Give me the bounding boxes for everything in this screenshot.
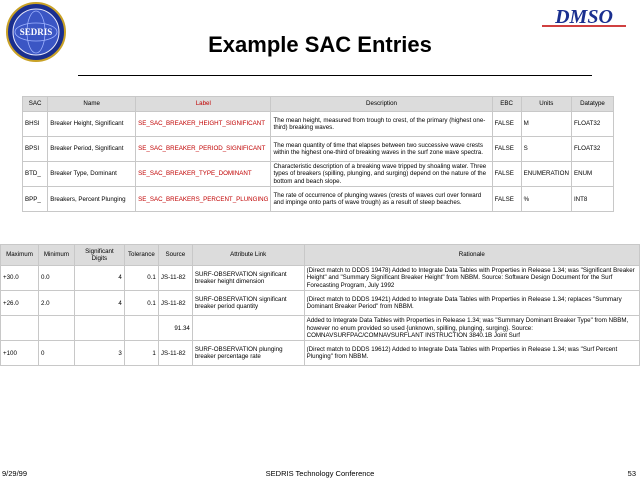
cell-attribute-link: SURF-OBSERVATION significant breaker height dimension — [192, 266, 304, 291]
table-row — [1, 291, 640, 316]
header-maximum: Maximum — [1, 245, 39, 266]
cell-maximum: +100 — [1, 341, 39, 366]
cell-datatype: ENUM — [571, 162, 613, 187]
cell-maximum: +30.0 — [1, 266, 39, 291]
cell-label: SE_SAC_BREAKERS_PERCENT_PLUNGING — [136, 187, 271, 212]
cell-attribute-link — [192, 316, 304, 341]
header-sac: SAC — [23, 97, 48, 112]
table-row — [23, 162, 614, 187]
cell-datatype: FLOAT32 — [571, 112, 613, 137]
cell-source: 91.34 — [158, 316, 192, 341]
header-minimum: Minimum — [38, 245, 74, 266]
cell-name: Breakers, Percent Plunging — [48, 187, 136, 212]
cell-units: ENUMERATION — [521, 162, 571, 187]
header-label: Label — [136, 97, 271, 112]
dmso-logo — [538, 4, 630, 28]
table-row — [23, 137, 614, 162]
sedris-logo-text: SEDRIS — [19, 27, 53, 37]
cell-description: Characteristic description of a breaking wave tripped by shoaling water. Three types of breakers (spilling, plunging, and surging) depend on the nature of the bottom and beach slope. — [271, 162, 492, 187]
header-units: Units — [521, 97, 571, 112]
attribute-table — [0, 244, 640, 366]
header-source: Source — [158, 245, 192, 266]
cell-rationale: (Direct match to DDDS 19478) Added to Integrate Data Tables with Properties in Release 1.34; was "Significant Breaker Height" and "Summary Significant Breaker Height" from NBBM. Source: Software Design Document for the Surf Forecasting Program, July 1992 — [304, 266, 639, 291]
cell-minimum: 0 — [38, 341, 74, 366]
cell-source: JS-11-82 — [158, 341, 192, 366]
dmso-logo-text: DMSO — [555, 6, 613, 28]
header-ebc: EBC — [492, 97, 521, 112]
cell-sac: BPSI — [23, 137, 48, 162]
header-attribute-link: Attribute Link — [192, 245, 304, 266]
page-title: Example SAC Entries — [208, 32, 432, 57]
header-tolerance: Tolerance — [124, 245, 158, 266]
cell-attribute-link: SURF-OBSERVATION plunging breaker percentage rate — [192, 341, 304, 366]
header-significant-digits: Significant Digits — [74, 245, 124, 266]
cell-ebc: FALSE — [492, 187, 521, 212]
title-divider — [78, 75, 592, 76]
cell-attribute-link: SURF-OBSERVATION significant breaker period quantity — [192, 291, 304, 316]
cell-tolerance: 1 — [124, 341, 158, 366]
sac-table-header-row — [23, 97, 614, 112]
cell-units: M — [521, 112, 571, 137]
cell-label: SE_SAC_BREAKER_HEIGHT_SIGNIFICANT — [136, 112, 271, 137]
cell-name: Breaker Period, Significant — [48, 137, 136, 162]
footer-page-number: 53 — [627, 469, 636, 478]
cell-sac: BPP_ — [23, 187, 48, 212]
footer-conference: SEDRIS Technology Conference — [265, 469, 375, 478]
cell-label: SE_SAC_BREAKER_PERIOD_SIGNIFICANT — [136, 137, 271, 162]
cell-description: The mean quantity of time that elapses between two successive wave crests within the highest one-third of breaking waves in the surf zone wave spectra. — [271, 137, 492, 162]
header-description: Description — [271, 97, 492, 112]
cell-datatype: INT8 — [571, 187, 613, 212]
cell-minimum — [38, 316, 74, 341]
cell-ebc: FALSE — [492, 112, 521, 137]
table-row — [23, 112, 614, 137]
cell-digits: 4 — [74, 291, 124, 316]
cell-label: SE_SAC_BREAKER_TYPE_DOMINANT — [136, 162, 271, 187]
cell-digits — [74, 316, 124, 341]
cell-tolerance: 0.1 — [124, 291, 158, 316]
table-row — [23, 187, 614, 212]
cell-tolerance — [124, 316, 158, 341]
attribute-table-header-row — [1, 245, 640, 266]
cell-description: The rate of occurrence of plunging waves (crests of waves curl over forward and impinge onto parts of wave trough) as a result of steep beaches. — [271, 187, 492, 212]
cell-minimum: 0.0 — [38, 266, 74, 291]
cell-units: S — [521, 137, 571, 162]
cell-rationale: (Direct match to DDDS 19421) Added to Integrate Data Tables with Properties in Release 1.34; replaces "Summary Dominant Breaker Period" from NBBM. — [304, 291, 639, 316]
cell-name: Breaker Height, Significant — [48, 112, 136, 137]
table-row — [1, 341, 640, 366]
cell-rationale: (Direct match to DDDS 19612) Added to Integrate Data Tables with Properties in Release 1.34; was "Surf Percent Plunging" from NBBM. — [304, 341, 639, 366]
cell-digits: 4 — [74, 266, 124, 291]
header-name: Name — [48, 97, 136, 112]
cell-sac: BTD_ — [23, 162, 48, 187]
cell-source: JS-11-82 — [158, 291, 192, 316]
cell-digits: 3 — [74, 341, 124, 366]
table-row — [1, 266, 640, 291]
cell-description: The mean height, measured from trough to crest, of the primary (highest one-third) breaking waves. — [271, 112, 492, 137]
cell-sac: BHSI — [23, 112, 48, 137]
table-row — [1, 316, 640, 341]
cell-ebc: FALSE — [492, 137, 521, 162]
cell-maximum — [1, 316, 39, 341]
cell-minimum: 2.0 — [38, 291, 74, 316]
sac-table — [22, 96, 614, 212]
cell-name: Breaker Type, Dominant — [48, 162, 136, 187]
cell-source: JS-11-82 — [158, 266, 192, 291]
cell-units: % — [521, 187, 571, 212]
footer-date: 9/29/99 — [2, 469, 28, 478]
cell-datatype: FLOAT32 — [571, 137, 613, 162]
cell-tolerance: 0.1 — [124, 266, 158, 291]
cell-ebc: FALSE — [492, 162, 521, 187]
header-rationale: Rationale — [304, 245, 639, 266]
cell-rationale: Added to Integrate Data Tables with Properties in Release 1.34; was "Summary Dominant Breaker Type" from NBBM, however no enum provided so used {unknown, spilling, plunging, surging}. Source: COMNAVSURFPAC/COMNAVSURFLANT INSTRUCTION 3840.1B Joint Surf — [304, 316, 639, 341]
header-datatype: Datatype — [571, 97, 613, 112]
cell-maximum: +26.0 — [1, 291, 39, 316]
